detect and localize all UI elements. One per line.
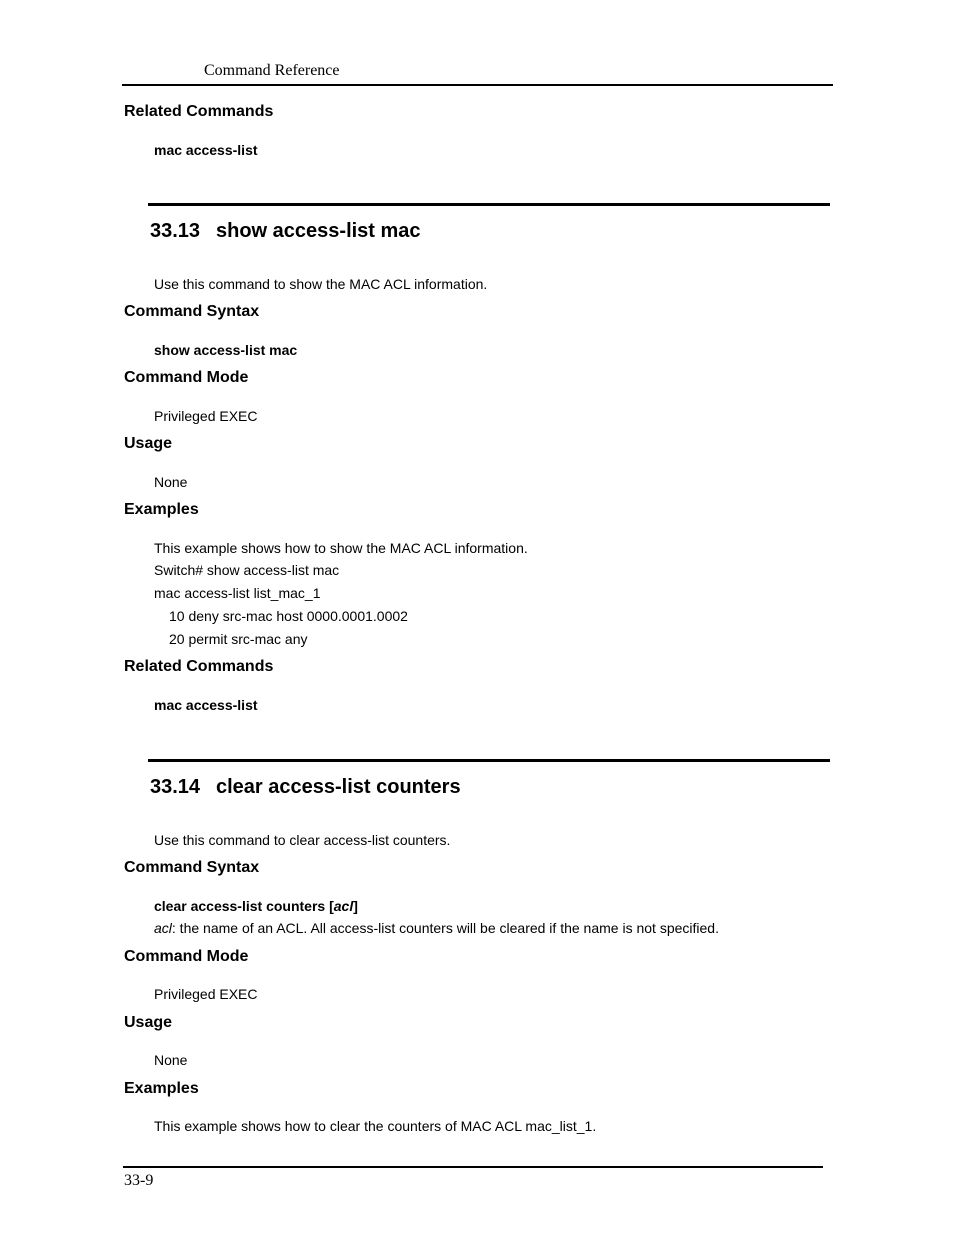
- example-line: mac access-list list_mac_1: [154, 585, 321, 601]
- section-number: 33.13: [150, 220, 201, 242]
- related-command: mac access-list: [154, 697, 258, 713]
- parameter-name: acl: [154, 920, 172, 936]
- section-rule: [148, 203, 830, 206]
- header-rule: [122, 84, 833, 86]
- running-header: Command Reference: [204, 62, 340, 79]
- section-title: clear access-list counters: [216, 776, 461, 798]
- command-mode-heading: Command Mode: [124, 948, 249, 965]
- command-syntax: [154, 898, 358, 914]
- section-intro: Use this command to show the MAC ACL information.: [154, 276, 488, 292]
- parameter-description: [154, 920, 719, 936]
- example-line: 20 permit src-mac any: [169, 631, 308, 647]
- example-line: This example shows how to show the MAC ACL information.: [154, 540, 528, 556]
- examples-heading: Examples: [124, 1080, 199, 1097]
- usage-heading: Usage: [124, 1014, 173, 1031]
- related-commands-heading: Related Commands: [124, 658, 274, 675]
- related-commands-heading: Related Commands: [124, 103, 274, 120]
- command-syntax: show access-list mac: [154, 342, 298, 358]
- page-number: 33-9: [124, 1172, 154, 1189]
- example-line: Switch# show access-list mac: [154, 562, 340, 578]
- command-syntax-heading: Command Syntax: [124, 303, 260, 320]
- section-intro: Use this command to clear access-list counters.: [154, 832, 451, 848]
- command-mode: Privileged EXEC: [154, 408, 258, 424]
- example-line: This example shows how to clear the counters of MAC ACL mac_list_1.: [154, 1118, 597, 1134]
- usage-text: None: [154, 474, 188, 490]
- footer-rule: [123, 1166, 823, 1168]
- command-mode-heading: Command Mode: [124, 369, 249, 386]
- syntax-parameter: acl: [333, 898, 354, 914]
- command-mode: Privileged EXEC: [154, 986, 258, 1002]
- parameter-text: : the name of an ACL. All access-list counters will be cleared if the name is not specified.: [171, 920, 719, 936]
- usage-text: None: [154, 1052, 188, 1068]
- syntax-bracket: ]: [353, 898, 358, 914]
- example-line: 10 deny src-mac host 0000.0001.0002: [169, 608, 408, 624]
- syntax-command: clear access-list counters [: [154, 898, 334, 914]
- section-number: 33.14: [150, 776, 201, 798]
- usage-heading: Usage: [124, 435, 173, 452]
- examples-heading: Examples: [124, 501, 199, 518]
- section-rule: [148, 759, 830, 762]
- related-command: mac access-list: [154, 142, 258, 158]
- section-title: show access-list mac: [216, 220, 421, 242]
- command-syntax-heading: Command Syntax: [124, 859, 260, 876]
